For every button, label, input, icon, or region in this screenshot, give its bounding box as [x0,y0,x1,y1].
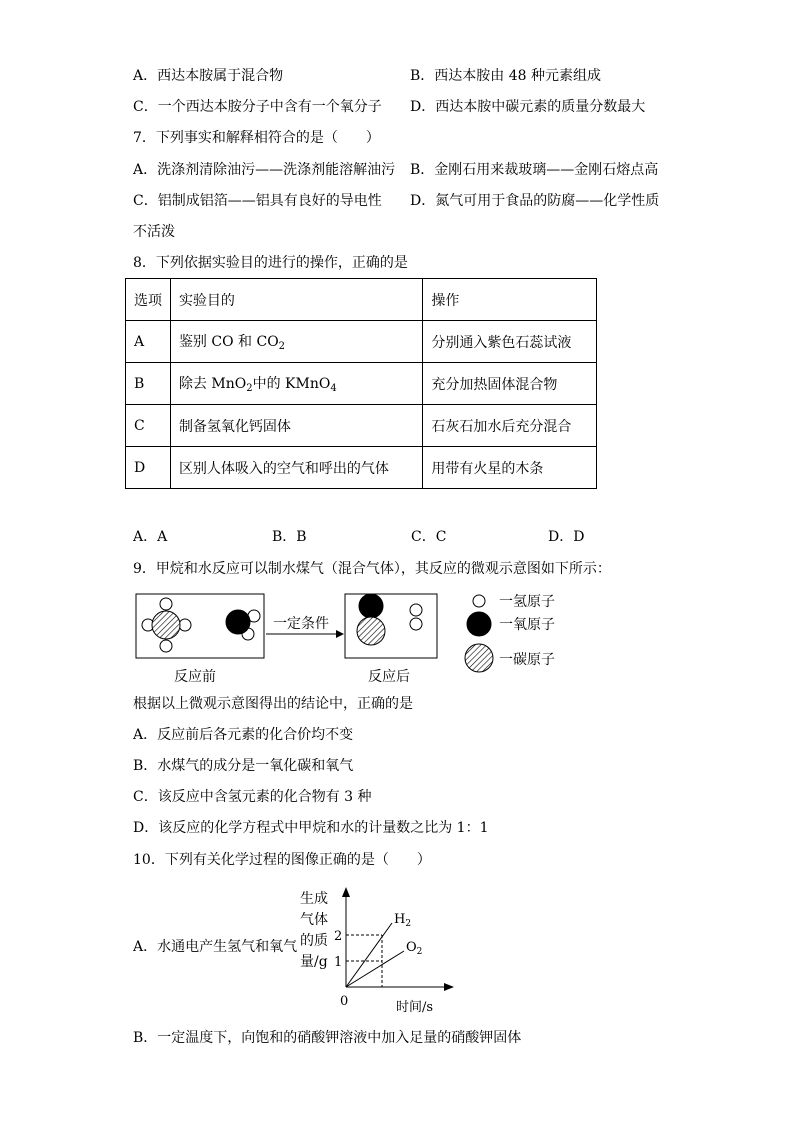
q9-option-b: B．水煤气的成分是一氧化碳和氧气 [133,758,354,774]
hydrogen-atom [160,598,172,610]
table-row [126,405,597,447]
h2-series-line [346,923,392,987]
x-axis-label: 时间/s [396,1000,434,1015]
row-operation: 分别通入紫色石蕊试液 [423,321,597,363]
q8-stem: 8．下列依据实验目的进行的操作，正确的是 [133,255,408,271]
q7-stem: 7．下列事实和解释相符合的是（ ） [133,130,380,146]
y-tick-label: 1 [334,955,343,970]
arrow-head-icon [336,630,344,638]
q7-option-d: D．氮气可用于食品的防腐——化学性质 [410,193,660,209]
q9-option-a: A．反应前后各元素的化合价均不变 [133,727,354,743]
q8-answer-b: B．B [272,529,307,545]
row-option: A [126,321,171,363]
row-operation: 石灰石加水后充分混合 [423,405,597,447]
header-purpose: 实验目的 [170,279,422,321]
hydrogen-atom [179,619,191,631]
table-row [126,363,597,405]
q6-option-a: A．西达本胺属于混合物 [133,68,284,84]
o2-series-line [346,951,404,987]
q8-answer-a: A．A [133,529,168,545]
row-purpose: 除去 MnO$_2$中的 KMnO$_4$ [170,363,422,405]
q8-answer-d: D．D [548,529,585,545]
q10-stem: 10．下列有关化学过程的图像正确的是（ ） [133,852,431,868]
legend-carbon-icon [465,644,493,672]
carbon-atom [357,617,385,645]
row-operation: 充分加热固体混合物 [423,363,597,405]
header-option: 选项 [126,279,171,321]
legend-hydrogen-label: 一氢原子 [499,594,555,610]
row-option: B [126,363,171,405]
q10-option-a: A．水通电产生氢气和氧气 [133,939,298,955]
y-axis-label-line: 的质 [300,933,328,949]
after-label: 反应后 [368,669,410,685]
y-axis-label-line: 气体 [300,912,328,928]
y-tick-label: 2 [334,929,343,944]
header-operation: 操作 [423,279,597,321]
row-option: C [126,405,171,447]
row-purpose: 鉴别 CO 和 $CO_2$ [170,321,422,363]
hydrogen-atom [410,618,422,630]
q7-option-d-continued: 不活泼 [133,224,175,240]
carbon-atom [152,611,180,639]
q7-option-b: B．金刚石用来裁玻璃——金刚石熔点高 [410,162,659,178]
q7-option-a: A．洗涤剂清除油污——洗涤剂能溶解油污 [133,162,396,178]
row-operation: 用带有火星的木条 [423,447,597,489]
legend-carbon-label: 一碳原子 [499,652,555,668]
q10-option-b: B．一定温度下，向饱和的硝酸钾溶液中加入足量的硝酸钾固体 [133,1030,522,1046]
q6-option-b: B．西达本胺由 48 种元素组成 [410,68,602,84]
table-header-row [126,279,597,321]
before-label: 反应前 [174,669,216,685]
q9-option-d: D．该反应的化学方程式中甲烷和水的计量数之比为 1：1 [133,820,489,836]
table-row [126,447,597,489]
oxygen-atom [226,610,250,634]
q9-stem: 9．甲烷和水反应可以制水煤气（混合气体），其反应的微观示意图如下所示： [133,561,611,577]
oxygen-atom [359,594,383,618]
legend-oxygen-icon [467,612,491,636]
y-axis-arrow-icon [342,887,350,897]
h2-series-label: $H_2$ [394,912,412,929]
row-purpose: 区别人体吸入的空气和呼出的气体 [170,447,422,489]
reaction-condition: 一定条件 [273,616,329,632]
q9-lead: 根据以上微观示意图得出的结论中，正确的是 [133,696,413,712]
q6-option-c: C．一个西达本胺分子中含有一个氧分子 [133,99,382,115]
y-axis-label-line: 生成 [300,891,328,907]
y-axis-label-line: 量/g [300,954,328,970]
hydrogen-atom [410,604,422,616]
origin-label: 0 [340,994,349,1009]
hydrogen-atom [160,640,172,652]
q9-reaction-diagram [130,588,600,692]
legend-hydrogen-icon [473,595,485,607]
q7-option-c: C．铝制成铝箔——铝具有良好的导电性 [133,193,382,209]
table-row [126,321,597,363]
o2-series-label: $O_2$ [406,940,423,957]
q9-option-c: C．该反应中含氢元素的化合物有 3 种 [133,789,372,805]
row-purpose: 制备氢氧化钙固体 [170,405,422,447]
q8-answer-c: C．C [411,529,447,545]
q10-graph [296,885,456,1019]
x-axis-arrow-icon [444,983,454,991]
q8-table [125,278,597,489]
legend-oxygen-label: 一氧原子 [499,617,555,633]
row-option: D [126,447,171,489]
q6-option-d: D．西达本胺中碳元素的质量分数最大 [410,99,646,115]
